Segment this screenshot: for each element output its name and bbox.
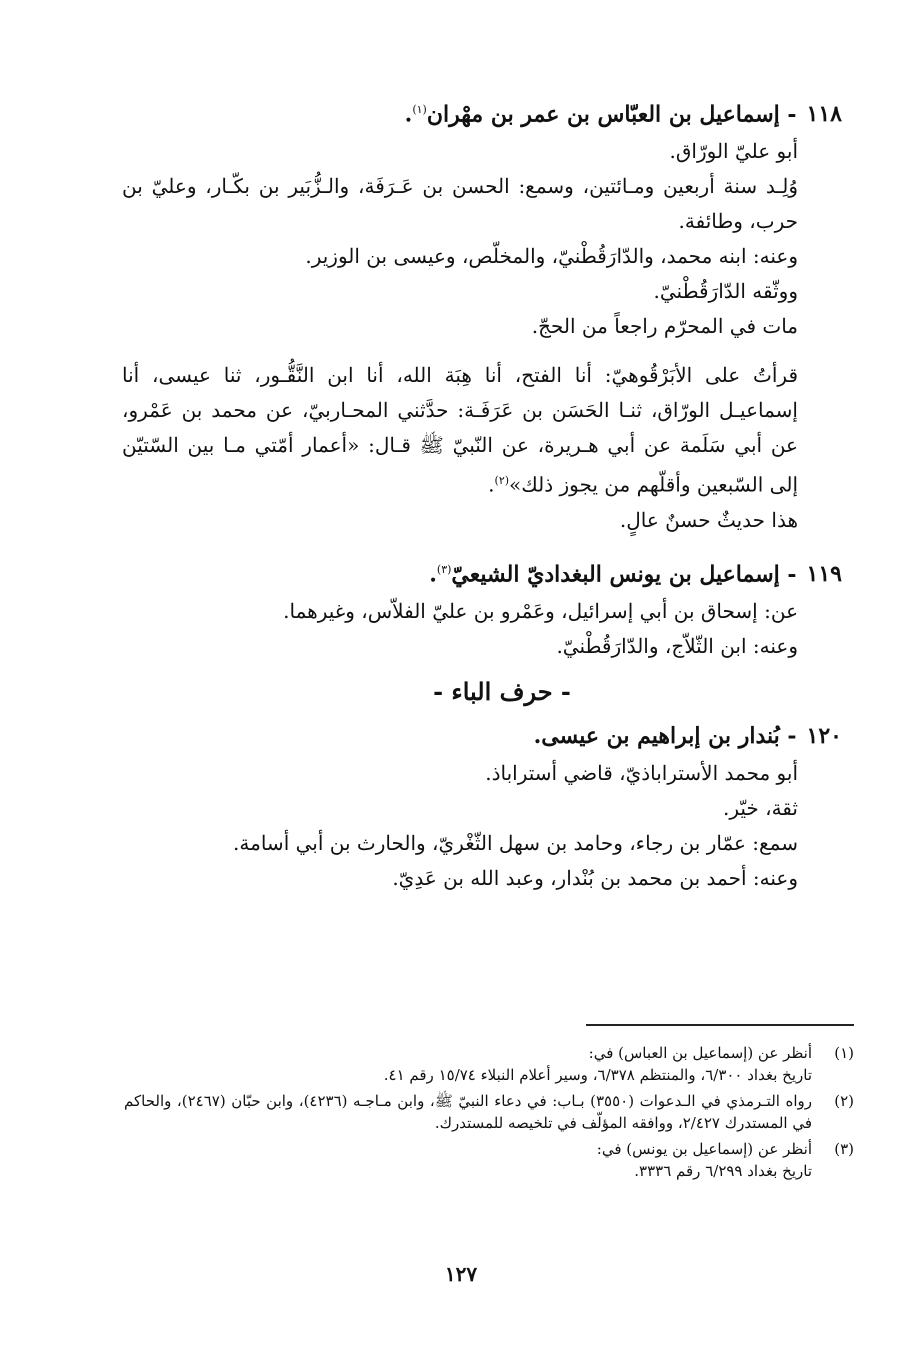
entry-119 <box>122 552 842 664</box>
footnote-line: تاريخ بغداد ٦/٣٠٠، والمنتظم ٦/٣٧٨، وسير أعلام النبلاء ١٥/٧٤ رقم ٤١. <box>383 1066 812 1084</box>
birth-line: وُلِـد سنة أربعين ومـائتين، وسمع: الحسن بن عَـرَفَة، والـزُّبَير بن بكّـار، وعليّ بن حرب، وطائفة. <box>122 174 798 234</box>
entry-heading <box>122 719 842 754</box>
footnote-ref: (٢) <box>494 474 510 488</box>
entry-title: - إسماعيل بن يونس البغداديّ الشيعيّ <box>451 561 797 588</box>
students-line: وعنه: ابنه محمد، والدّارَقُطْنيّ، والمخلّص، وعيسى بن الوزير. <box>305 244 798 269</box>
tawthiq-line: ثقة، خيّر. <box>722 796 798 821</box>
entry-title-end: . <box>429 561 437 588</box>
footnotes <box>124 1042 854 1186</box>
tawthiq-line: ووثّقه الدّارَقُطْنيّ. <box>653 279 798 304</box>
entry-title-end: . <box>404 101 413 128</box>
footnote-line: أنظر عن (إسماعيل بن يونس) في: <box>596 1140 812 1158</box>
footnote-ref: (٣) <box>436 562 452 576</box>
footnote-number: (٣) <box>834 1140 854 1158</box>
teachers-line: سمع: عمّار بن رجاء، وحامد بن سهل الثّغْريّ، والحارث بن أبي أسامة. <box>233 831 798 856</box>
entry-118 <box>122 92 842 538</box>
entry-heading <box>122 552 842 592</box>
entry-120 <box>122 719 842 896</box>
entry-title: - بُندار بن إبراهيم بن عيسى. <box>533 723 797 750</box>
footnote-divider <box>586 1024 854 1026</box>
entry-number: ١٢٠ <box>806 723 842 750</box>
students-line: وعنه: أحمد بن محمد بن بُنْدار، وعبد الله بن عَدِيّ. <box>392 866 798 891</box>
entry-number: ١١٨ <box>806 101 842 128</box>
footnote-1 <box>124 1042 854 1086</box>
section-title: - حرف الباء - <box>433 677 571 707</box>
hadith-grade: هذا حديثٌ حسنٌ عالٍ. <box>619 507 798 532</box>
footnote-line: أنظر عن (إسماعيل بن العباس) في: <box>588 1044 812 1062</box>
hadith-text: قرأتُ على الأبَرْقُوهيّ: أنا الفتح، أنا هِبَة الله، أنا ابن النَّقُّـور، ثنا عيسى، أنا إسماعيـل الورّاق، ثنـا الحَسَن بن عَرَفَـة: حدَّثني المحـاربيّ، عن محمد بن عَمْرو، عن أبي سَلَمة عن أبي هـريرة، عن النّبيّ ﷺ قـال: «أعمار أمّتي مـا بين السّتيّن إلى السّبعين وأقلّهم من يجوز ذلك» <box>122 363 798 497</box>
students-line: وعنه: ابن الثّلاّج، والدّارَقُطْنيّ. <box>556 634 798 659</box>
entry-number: ١١٩ <box>806 561 842 588</box>
footnote-2 <box>124 1090 854 1134</box>
footnote-line: رواه التـرمذي في الـدعوات (٣٥٥٠) بـاب: في دعاء النبيّ ﷺ، وابن مـاجـه (٤٢٣٦)، وابن حبّان (٢٤٦٧)، والحاكم في المستدرك ٢/٤٢٧، ووافقه المؤلّف في تلخيصه للمستدرك. <box>124 1092 812 1132</box>
kunya-line: أبو محمد الأستراباذيّ، قاضي أستراباذ. <box>485 761 798 786</box>
footnote-number: (٢) <box>834 1092 854 1110</box>
footnote-line: تاريخ بغداد ٦/٢٩٩ رقم ٣٣٣٦. <box>634 1162 812 1180</box>
main-text <box>122 92 842 896</box>
kunya-line: أبو عليّ الورّاق. <box>669 139 798 164</box>
footnote-number: (١) <box>834 1044 854 1062</box>
entry-heading <box>122 92 842 132</box>
hadith-paragraph <box>122 358 842 503</box>
page-number: ١٢٧ <box>444 1262 478 1286</box>
footnote-3 <box>124 1138 854 1182</box>
footnote-ref: (١) <box>412 103 427 116</box>
teachers-line: عن: إسحاق بن أبي إسرائيل، وعَمْرو بن عليّ الفلاّس، وغيرهما. <box>283 599 798 624</box>
entry-title: - إسماعيل بن العبّاس بن عمر بن مهْران <box>426 101 797 128</box>
hadith-end: . <box>488 472 495 497</box>
death-line: مات في المحرّم راجعاً من الحجّ. <box>531 314 798 339</box>
